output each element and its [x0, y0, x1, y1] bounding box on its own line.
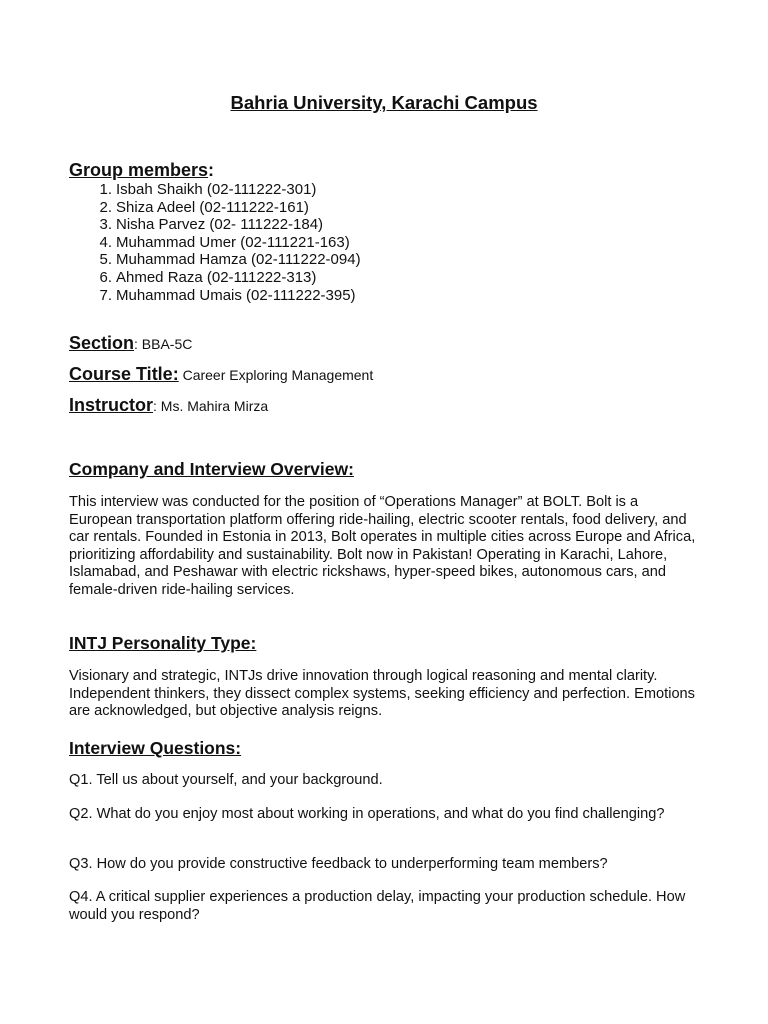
list-number: 6. — [99, 268, 112, 286]
member-name: Muhammad Hamza (02-111222-094) — [116, 251, 361, 269]
group-members-label: Group members — [69, 160, 209, 180]
course-title-value: Career Exploring Management — [178, 367, 374, 383]
list-item — [69, 251, 361, 269]
section-label: Section — [69, 333, 135, 353]
personality-heading: INTJ Personality Type: — [69, 633, 257, 653]
course-title-line — [69, 364, 373, 385]
member-name: Shiza Adeel (02-111222-161) — [116, 198, 309, 216]
list-number: 3. — [99, 216, 112, 234]
list-item — [69, 287, 361, 305]
overview-paragraph: This interview was conducted for the position of “Operations Manager” at BOLT. Bolt is a European transportation platform offering ride-hailing, electric scooter rentals, food delivery, and car rentals. Founded in Estonia in 2013, Bolt operates in multiple cities across Europe and Africa, prioritizing affordability and sustainability. Bolt now in Pakistan! Operating in Karachi, Lahore, Islamabad, and Peshawar with electric rickshaws, hyper-speed bikes, autonomous cars, and female-driven ride-hailing services. — [69, 494, 696, 598]
course-title-label: Course Title: — [69, 364, 179, 384]
instructor-label: Instructor — [69, 395, 154, 415]
question-item: Q3. How do you provide constructive feedback to underperforming team members? — [69, 856, 608, 872]
question-item: Q1. Tell us about yourself, and your background. — [69, 772, 383, 788]
member-name: Nisha Parvez (02- 111222-184) — [116, 216, 324, 234]
member-name: Muhammad Umais (02-111222-395) — [116, 286, 356, 304]
group-members-colon: : — [208, 160, 215, 180]
list-item — [69, 199, 361, 217]
member-name: Ahmed Raza (02-111222-313) — [116, 268, 317, 286]
section-line — [69, 333, 192, 354]
list-item — [69, 181, 361, 199]
list-item — [69, 216, 361, 234]
question-item: Q4. A critical supplier experiences a production delay, impacting your production schedule. How would you respond? — [69, 889, 686, 923]
list-number: 1. — [99, 181, 112, 198]
list-number: 2. — [99, 198, 112, 216]
instructor-value: : Ms. Mahira Mirza — [153, 398, 269, 414]
question-item: Q2. What do you enjoy most about working in operations, and what do you find challenging? — [69, 806, 665, 822]
personality-paragraph: Visionary and strategic, INTJs drive innovation through logical reasoning and mental clarity. Independent thinkers, they dissect complex systems, seeking efficiency and perfection. Emotions are acknowledged, but objective analysis reigns. — [69, 668, 695, 720]
list-number: 4. — [99, 233, 112, 251]
document-title: Bahria University, Karachi Campus — [230, 92, 538, 113]
list-item — [69, 234, 361, 252]
member-name: Isbah Shaikh (02-111222-301) — [116, 181, 317, 198]
list-number: 7. — [99, 286, 112, 304]
group-members-heading — [69, 160, 214, 181]
instructor-line — [69, 395, 268, 416]
group-members-list — [69, 181, 361, 304]
interview-questions-heading: Interview Questions: — [69, 738, 242, 758]
overview-heading: Company and Interview Overview: — [69, 459, 354, 479]
list-item — [69, 269, 361, 287]
list-number: 5. — [99, 251, 112, 269]
section-value: : BBA-5C — [134, 336, 193, 352]
member-name: Muhammad Umer (02-111221-163) — [116, 233, 350, 251]
